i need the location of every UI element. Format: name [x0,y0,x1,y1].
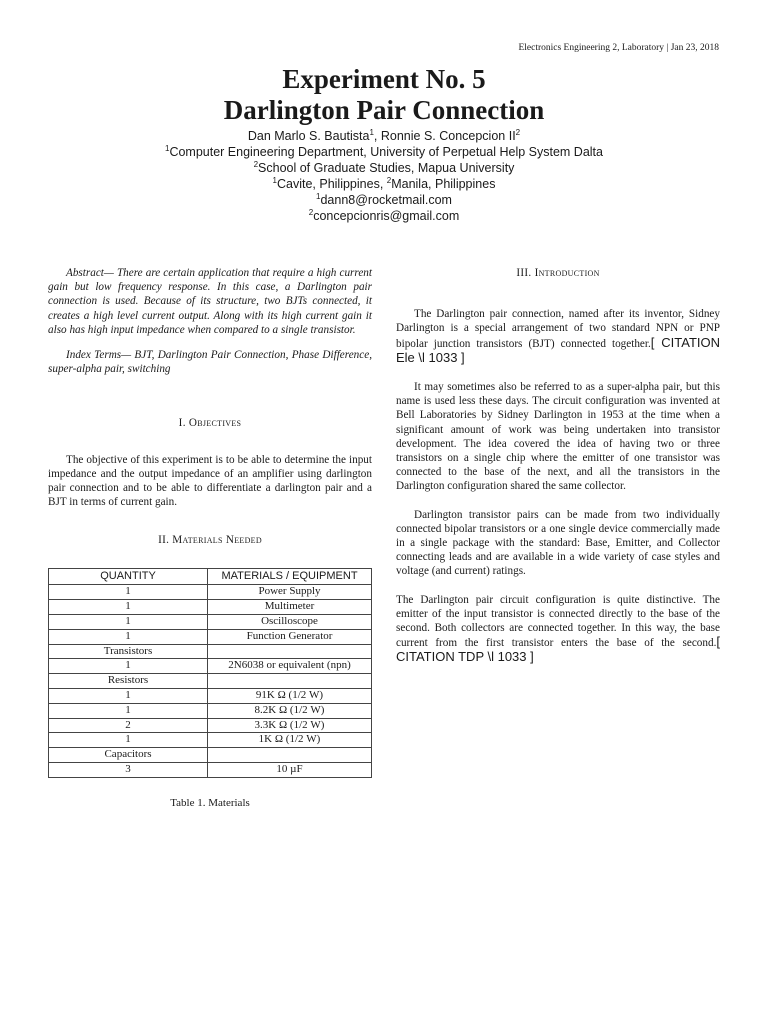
table-cell-qty: 1 [49,703,208,718]
author-1-sup: 1 [369,127,374,137]
table-row [49,718,372,733]
table-cell-qty: 1 [49,615,208,630]
table-header-quantity: QUANTITY [49,568,208,585]
email-2 [0,208,768,224]
title-block [0,64,768,224]
index-terms: Index Terms— BJT, Darlington Pair Connection, Phase Difference, super-alpha pair, switching [48,349,372,376]
email-1-sup: 1 [316,191,321,201]
citation-field: [ CITATION Ele \l 1033 ] [396,334,720,365]
table-cell-qty: 1 [49,659,208,674]
author-2-sup: 2 [515,127,521,137]
table-row [49,585,372,600]
table-row [49,674,372,689]
table-cell-item: 3.3K Ω (1/2 W) [208,718,372,733]
email-2-sup: 2 [308,207,314,217]
affiliation-1-sup: 1 [165,143,170,153]
objectives-body: The objective of this experiment is to be able to determine the input impedance and the output impedance of an amplifier using darlington pair connection and to be able to differentiate a darlington pair and a BJT in terms of current gain. [48,453,372,509]
intro-paragraph-2: It may sometimes also be referred to as a super-alpha pair, but this name is used less these days. The circuit configuration was invented at Bell Laboratories by Sidney Darlington in 1953 at the time when a significant amount of work was being undertaken into transistor development. The idea covered the idea of having two or three transistors on a single chip where the emitter of one transistor was connected to the base of the next, and all the transistors in the Darlington configuration shared the same collector. [396,381,720,493]
table-cell-item: Multimeter [208,600,372,615]
left-column [48,266,372,810]
table-row [49,629,372,644]
running-head: Electronics Engineering 2, Laboratory | Jan 23, 2018 [518,43,719,53]
affiliation-1-text: Computer Engineering Department, University of Perpetual Help System Dalta [169,145,603,159]
table-cell-item: 91K Ω (1/2 W) [208,689,372,704]
email-2-text: concepcionris@gmail.com [313,209,460,223]
table-cell-qty: 1 [49,733,208,748]
table-header-row [49,568,372,585]
table-row [49,763,372,778]
location-1-sup: 1 [272,175,277,185]
table-cell-item [208,644,372,659]
table-row [49,659,372,674]
table-row [49,615,372,630]
table-cell-item: 1K Ω (1/2 W) [208,733,372,748]
table-cell-qty: 3 [49,763,208,778]
affiliation-1 [0,144,768,160]
intro-paragraph-3: Darlington transistor pairs can be made from two individually connected bipolar transistors or a one single device commercially made in a single package with the standard: Base, Emitter, and Collector connecting leads and are available in a wide variety of case styles and voltage (and current) ratings. [396,508,720,578]
intro-paragraph-1 [396,307,720,366]
email-1-text: dann8@rocketmail.com [320,193,452,207]
affiliation-2-sup: 2 [253,159,259,169]
table-cell-qty: Resistors [49,674,208,689]
right-column [396,266,720,666]
table-caption: Table 1. Materials [170,796,250,809]
table-cell-qty: 1 [49,629,208,644]
paper-title-line1: Experiment No. 5 [282,64,486,94]
table-header-materials: MATERIALS / EQUIPMENT [208,568,372,585]
table-cell-qty: 1 [49,585,208,600]
table-cell-item: Power Supply [208,585,372,600]
locations [0,176,768,192]
author-2: Ronnie S. Concepcion II [380,129,516,143]
table-row [49,733,372,748]
abstract: Abstract— There are certain application that require a high current gain but low frequency response. In this case, a Darlington pair connection is used. Because of its structure, two BJTs connected, it creates a high level current output. Along with its high current gain it also has high input impedance when compared to a single transistor. [48,267,372,336]
paper-title-line2: Darlington Pair Connection [223,95,545,125]
affiliation-2 [0,160,768,176]
citation-field: [ CITATION TDP \l 1033 ] [396,634,720,665]
intro-paragraph-1-text: The Darlington pair connection, named after its inventor, Sidney Darlington is a special arrangement of two standard NPN or PNP bipolar junction transistors (BJT) connected together. [396,308,720,350]
table-cell-item: 8.2K Ω (1/2 W) [208,703,372,718]
location-2-sup: 2 [386,175,392,185]
materials-table [48,568,372,778]
affiliation-2-text: School of Graduate Studies, Mapua University [258,161,515,175]
table-cell-qty: 1 [49,689,208,704]
table-cell-item [208,748,372,763]
table-row [49,600,372,615]
section-objectives-heading: I. Objectives [178,417,242,430]
table-row [49,689,372,704]
table-cell-item: Function Generator [208,629,372,644]
intro-paragraph-4 [396,593,720,666]
table-cell-item: 10 µF [208,763,372,778]
author-block [0,128,768,224]
email-1 [0,192,768,208]
location-1: Cavite, Philippines, [276,177,387,191]
table-row [49,644,372,659]
table-cell-item: 2N6038 or equivalent (npn) [208,659,372,674]
author-names [0,128,768,144]
table-cell-qty: Capacitors [49,748,208,763]
author-separator: , [373,129,381,143]
table-cell-qty: 2 [49,718,208,733]
table-row [49,703,372,718]
table-cell-qty: 1 [49,600,208,615]
table-cell-item: Oscilloscope [208,615,372,630]
location-2: Manila, Philippines [391,177,496,191]
section-materials-heading: II. Materials Needed [158,534,262,547]
section-introduction-heading: III. Introduction [516,267,600,279]
table-cell-qty: Transistors [49,644,208,659]
table-cell-item [208,674,372,689]
table-row [49,748,372,763]
author-1: Dan Marlo S. Bautista [247,129,370,143]
intro-paragraph-4-text: The Darlington pair circuit configuration is quite distinctive. The emitter of the input transistor is connected directly to the base of the second. Both collectors are connected together. In this way, the base current from the first transistor enters the base of the second. [396,593,720,650]
